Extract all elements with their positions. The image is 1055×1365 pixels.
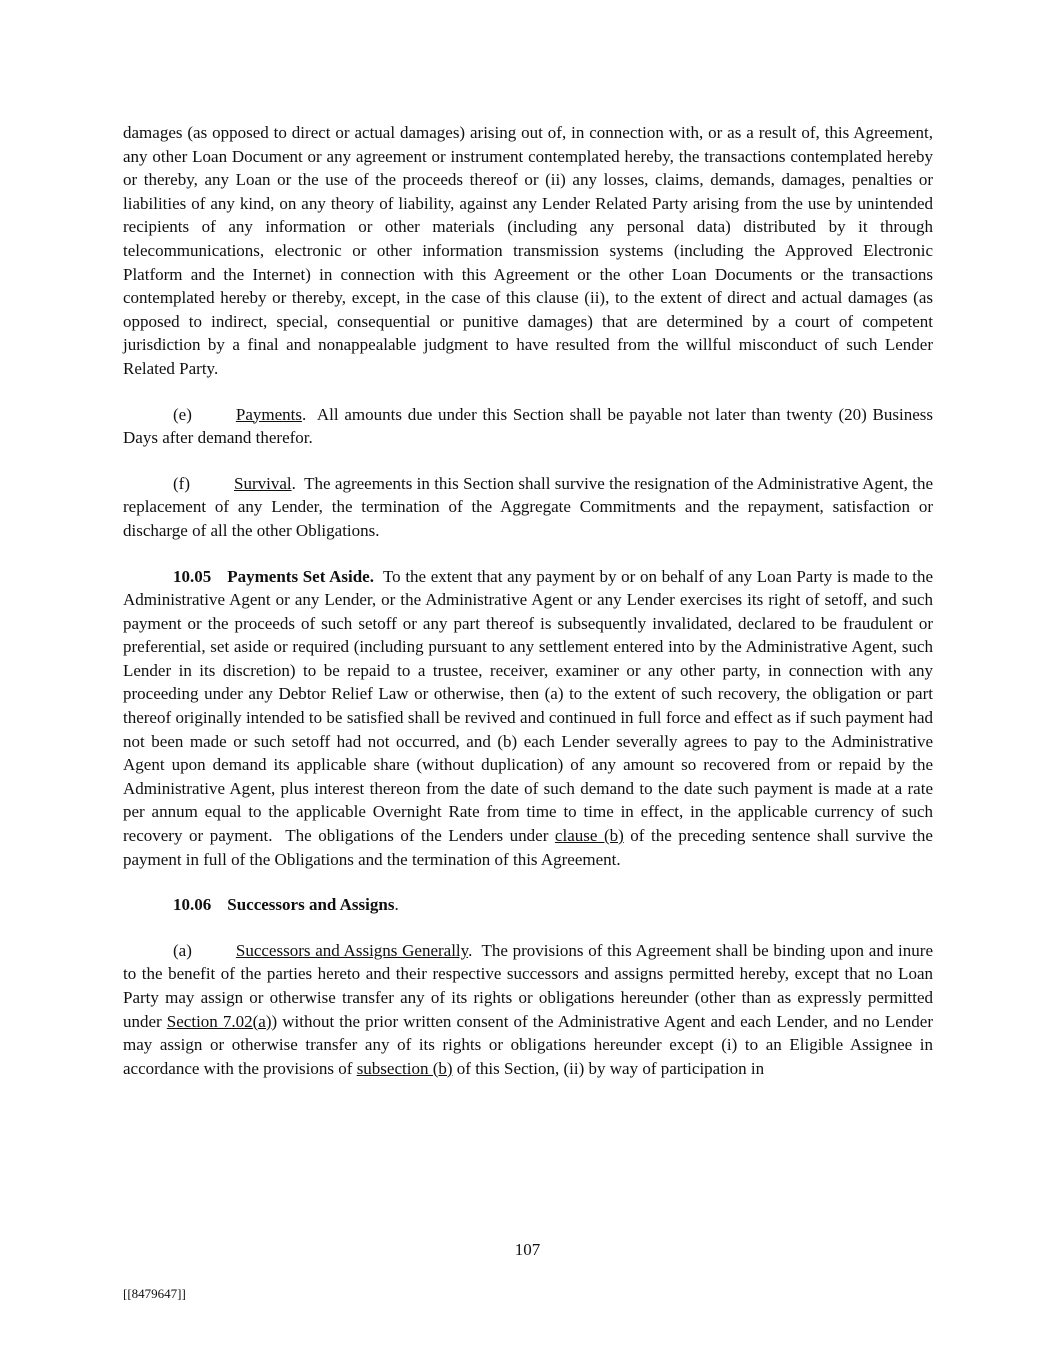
- page-number: 107: [514, 1240, 541, 1259]
- section-10-05-payments-set-aside: [123, 565, 933, 872]
- section-10-05-number: 10.05: [173, 566, 212, 586]
- clause-f-survival: [123, 472, 933, 543]
- clause-a-text-3: of this Section, (ii) by way of participation in: [452, 1058, 765, 1078]
- clause-a-text-2: ) without the prior written consent of the Administrative Agent and each Lender, and no Lender may assign or otherwise transfer any of its rights or obligations hereunder except (i) to an Eligible Assignee in accordance with the provisions of: [123, 1011, 933, 1078]
- clause-a-text-1: . The provisions of this Agreement shall be binding upon and inure to the benefit of the parties hereto and their respective successors and assigns permitted hereby, except that no Loan Party may assign or otherwise transfer any of its rights or obligations hereunder (other than as expressly permitted under: [123, 940, 933, 1031]
- clause-e-heading: Payments: [235, 404, 302, 424]
- cross-reference-subsection-b: subsection (b): [356, 1058, 453, 1078]
- section-10-05-text-end: of the preceding sentence shall survive the payment in full of the Obligations and the termination of this Agreement.: [123, 826, 933, 869]
- clause-a-successors-generally: [123, 939, 933, 1081]
- clause-f-label: (f): [173, 473, 190, 493]
- section-10-05-text: To the extent that any payment by or on behalf of any Loan Party is made to the Administrative Agent or any Lender, or the Administrative Agent or any Lender exercises its right of setoff, and such payment or the proceeds of such setoff or any part thereof is subsequently invalidated, declared to be fraudulent or preferential, set aside or required (including pursuant to any settlement entered into by the Administrative Agent, such Lender in its discretion) to be repaid to a trustee, receiver, examiner or any other party, in connection with any proceeding under any Debtor Relief Law or otherwise, then (a) to the extent of such recovery, the obligation or part thereof originally intended to be satisfied shall be revived and continued in full force and effect as if such payment had not been made or such setoff had not occurred, and (b) each Lender severally agrees to pay to the Administrative Agent upon demand its applicable share (without duplication) of any amount so recovered from or repaid by the Administrative Agent, plus interest thereon from the date of such demand to the date such payment is made at a rate per annum equal to the applicable Overnight Rate from time to time in effect, in the applicable currency of such recovery or payment. The obligations of the Lenders under: [123, 566, 933, 846]
- cross-reference-clause-b: clause (b): [554, 826, 624, 846]
- clause-f-heading: Survival: [233, 473, 292, 493]
- clause-a-label: (a): [173, 940, 192, 960]
- clause-f-text: . The agreements in this Section shall survive the resignation of the Administrative Agent, the replacement of any Lender, the termination of the Aggregate Commitments and the repayment, satisfaction or discharge of all the other Obligations.: [123, 473, 933, 540]
- section-10-05-title: Payments Set Aside.: [227, 566, 374, 586]
- clause-e-label: (e): [173, 404, 192, 424]
- clause-a-heading: Successors and Assigns Generally: [235, 940, 469, 960]
- document-id-stamp: [[8479647]]: [123, 1286, 186, 1301]
- document-body: [123, 121, 933, 1080]
- clause-e-payments: [123, 403, 933, 450]
- clause-e-text: . All amounts due under this Section shall be payable not later than twenty (20) Business Days after demand therefor.: [123, 404, 933, 448]
- paragraph-continuation: damages (as opposed to direct or actual damages) arising out of, in connection with, or as a result of, this Agreement, any other Loan Document or any agreement or instrument contemplated hereby, the transactions contemplated hereby or thereby, any Loan or the use of the proceeds thereof or (ii) any losses, claims, demands, damages, penalties or liabilities of any kind, on any theory of liability, against any Lender Related Party arising from the use by unintended recipients of any information or other materials (including any personal data) distributed by it through telecommunications, electronic or other information transmission systems (including the Approved Electronic Platform and the Internet) in connection with this Agreement or the other Loan Documents or the transactions contemplated hereby or thereby, except, in the case of this clause (ii), to the extent of direct and actual damages (as opposed to indirect, special, consequential or punitive damages) that are determined by a court of competent jurisdiction by a final and nonappealable judgment to have resulted from the willful misconduct of such Lender Related Party.: [123, 123, 933, 378]
- section-10-06-number: 10.06: [173, 895, 212, 915]
- section-10-06-title: Successors and Assigns: [227, 895, 395, 915]
- section-10-06-period: .: [394, 895, 399, 915]
- cross-reference-section-7-02a: Section 7.02(a): [166, 1011, 272, 1031]
- section-10-06-heading: [123, 893, 933, 917]
